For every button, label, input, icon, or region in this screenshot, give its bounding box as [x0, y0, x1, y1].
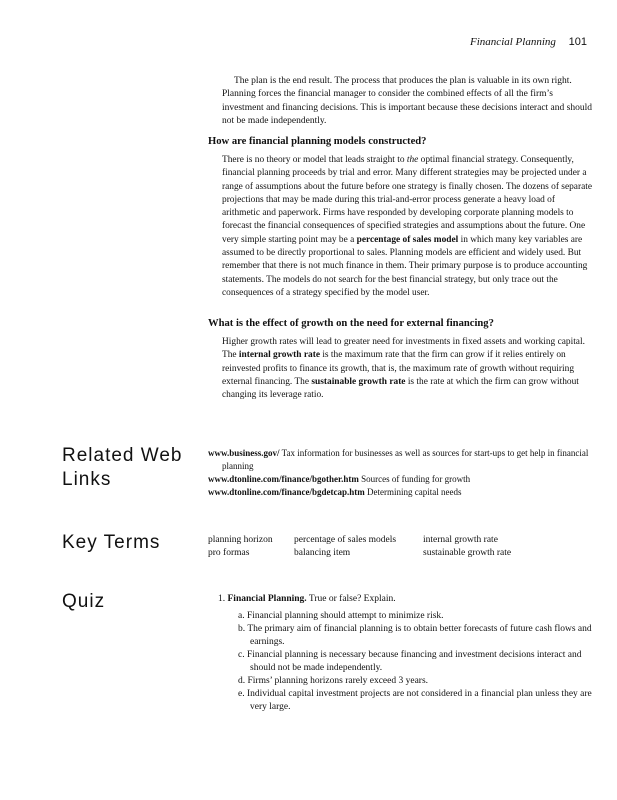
item-letter: a. [238, 611, 245, 621]
key-terms-column [294, 534, 396, 560]
item-letter: c. [238, 650, 245, 660]
page-number: 101 [568, 36, 587, 48]
web-link-item [208, 447, 594, 473]
key-term: balancing item [294, 548, 351, 558]
key-term-inline: sustainable growth rate [311, 376, 406, 387]
key-terms-column [208, 534, 273, 560]
key-term-inline: internal growth rate [238, 350, 320, 361]
quiz-question [218, 593, 594, 714]
quiz-items [218, 610, 594, 714]
quiz-item [228, 675, 594, 688]
text-run: is the rate at which the firm can grow without changing its leverage ratio. [222, 376, 579, 401]
quiz-item [228, 688, 594, 714]
web-link-url[interactable]: www.dtonline.com/finance/bgother.htm [208, 474, 359, 484]
quiz-item [228, 623, 594, 649]
text-run: optimal financial strategy. Consequently, financial planning proceeds by trial and error. Many different strategies may be projected under a range of assumptions about the future before one strategy is finally chosen. The dozens of separate projections that may be made during this trial-and-error process generate a heavy load of arithmetic and paperwork. Firms have responded by developing corporate planning models to forecast the financial consequences of specified strategies and assumptions about the future. One very simple starting point may be a [222, 155, 593, 245]
key-term: pro formas [208, 548, 250, 558]
running-head [470, 36, 587, 48]
key-terms-heading: Key Terms [62, 532, 161, 553]
text-run: Higher growth rates will lead to greater need for investments in fixed assets and working capital. The [222, 337, 585, 361]
web-link-description: Determining capital needs [364, 487, 462, 497]
quiz-question-stem [218, 593, 594, 606]
item-letter: e. [238, 689, 245, 699]
question-prompt: True or false? Explain. [306, 594, 396, 604]
quiz-heading: Quiz [62, 591, 106, 612]
web-link-description: Sources of funding for growth [358, 474, 471, 484]
question-title: Financial Planning. [227, 594, 307, 604]
item-text: Individual capital investment projects are not considered in a financial plan unless they are very large. [246, 689, 592, 712]
intro-paragraph: The plan is the end result. The process that produces the plan is valuable in its own right. Planning forces the financial manager to consider the combined effects of all the firm’s investment and financing decisions. This is important because these decisions interact and should not be made independently. [222, 76, 592, 126]
running-head-title: Financial Planning [470, 36, 556, 48]
key-term: internal growth rate [423, 535, 498, 545]
emphasis-text: the [406, 155, 419, 165]
text-run: There is no theory or model that leads straight to [222, 155, 407, 165]
item-letter: b. [238, 624, 246, 634]
section-heading-growth-financing: What is the effect of growth on the need for external financing? [208, 318, 494, 329]
item-letter: d. [238, 676, 246, 686]
growth-financing-paragraph [222, 336, 594, 402]
web-link-url[interactable]: www.dtonline.com/finance/bgdetcap.htm [208, 487, 365, 497]
key-term: sustainable growth rate [423, 548, 512, 558]
web-link-item [208, 473, 594, 486]
quiz-item [228, 610, 594, 623]
key-terms-column [423, 534, 511, 560]
planning-models-paragraph [222, 154, 594, 300]
item-text: The primary aim of financial planning is to obtain better forecasts of future cash flows and earnings. [247, 624, 592, 647]
related-web-links-heading: Related Web Links [62, 445, 183, 490]
key-term-inline: percentage of sales model [356, 234, 459, 245]
text-run: in which many key variables are assumed to be directly proportional to sales. Planning models are efficient and widely used. But remember that there is not much finance in them. Their primary purpose is to produce accounting statements. The models do not search for the best financial strategy, but only trace out the consequences of a strategy specified by the model user. [222, 234, 588, 298]
web-link-item [208, 486, 594, 499]
key-term: planning horizon [208, 535, 273, 545]
text-run: is the maximum rate that the firm can grow if it relies entirely on reinvested profits to finance its growth, that is, the maximum rate of growth without requiring external financing. The [222, 350, 575, 387]
item-text: Financial planning is necessary because financing and investment decisions interact and should not be made independently. [246, 650, 582, 673]
quiz-item [228, 649, 594, 675]
question-number: 1. [218, 594, 226, 604]
web-link-description: Tax information for businesses as well as sources for start-ups to get help in financial planning [222, 448, 589, 471]
item-text: Firms’ planning horizons rarely exceed 3 years. [247, 676, 429, 686]
web-link-url[interactable]: www.business.gov/ [208, 448, 280, 458]
section-heading-planning-models: How are financial planning models constructed? [208, 136, 427, 147]
item-text: Financial planning should attempt to minimize risk. [246, 611, 444, 621]
web-links-list [208, 447, 594, 499]
key-term: percentage of sales models [294, 535, 397, 545]
